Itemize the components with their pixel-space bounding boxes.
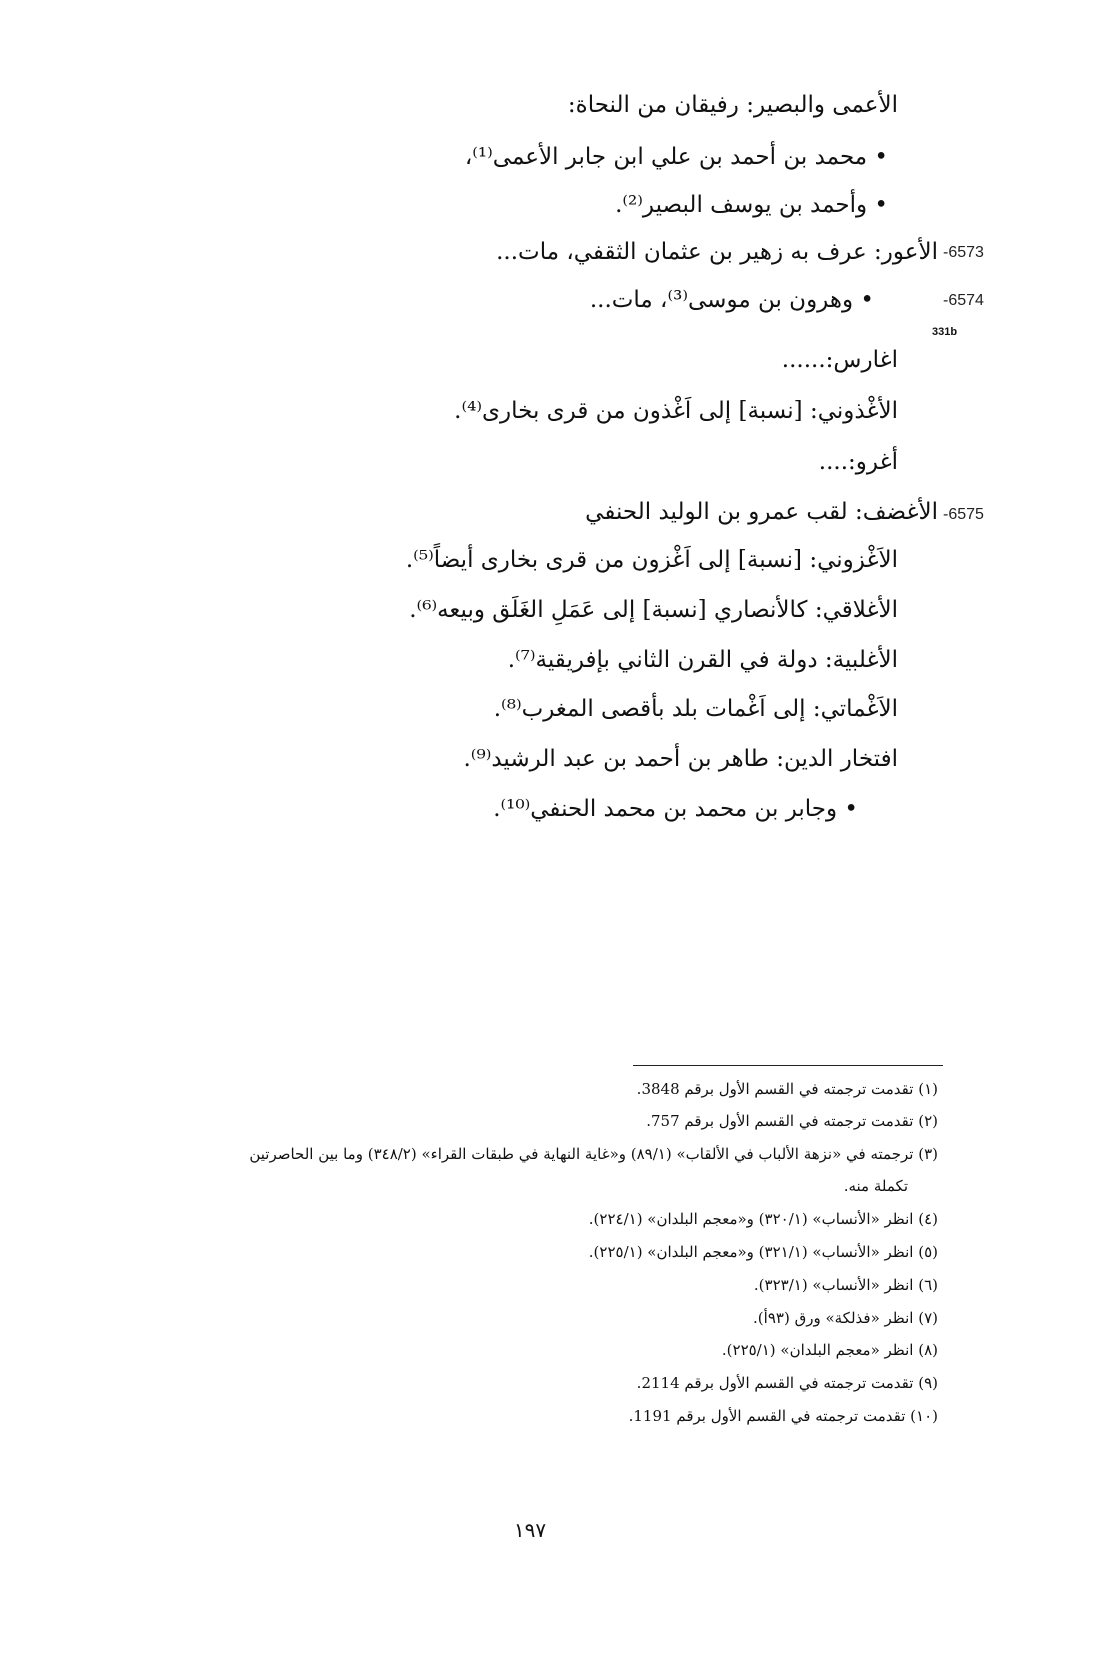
footnote: (٨) انظر «معجم البلدان» (٢٢٥/١). — [721, 1341, 938, 1359]
text-line: • محمد بن أحمد بن علي ابن جابر الأعمى⁽¹⁾، — [464, 144, 888, 170]
footnote: (٦) انظر «الأنساب» (٣٢٣/١). — [753, 1276, 938, 1294]
footnote: (١) تقدمت ترجمته في القسم الأول برقم 3848. — [636, 1080, 938, 1098]
text-line: الأغلبية: دولة في القرن الثاني بإفريقية⁽⁷⁾. — [507, 647, 898, 673]
footnote: (٣) ترجمته في «نزهة الألباب في الألقاب» (٨٩/١) و«غاية النهاية في طبقات القراء» (٣٤٨/٢) وما بين الحاصرتين — [249, 1145, 938, 1163]
text-line: افتخار الدين: طاهر بن أحمد بن عبد الرشيد⁽⁹⁾. — [463, 746, 898, 772]
text-line: • وجابر بن محمد بن محمد الحنفي⁽¹⁰⁾. — [493, 796, 858, 822]
footnote: (٧) انظر «فذلكة» ورق (٩٣أ). — [753, 1309, 938, 1327]
text-line: الأغضف: لقب عمرو بن الوليد الحنفي — [585, 499, 938, 525]
footnote-separator — [633, 1065, 943, 1066]
folio-margin-note: 331b — [932, 326, 958, 338]
footnote: تكملة منه. — [843, 1177, 908, 1195]
entry-number: -6575 — [943, 506, 984, 523]
footnote: (١٠) تقدمت ترجمته في القسم الأول برقم 1191. — [628, 1407, 938, 1425]
entry-number: -6573 — [943, 244, 984, 261]
footnote: (٥) انظر «الأنساب» (٣٢١/١) و«معجم البلدان» (٢٢٥/١). — [588, 1243, 938, 1261]
text-line: اغارس:...... — [781, 347, 898, 373]
footnote: (٤) انظر «الأنساب» (٣٢٠/١) و«معجم البلدان» (٢٢٤/١). — [588, 1210, 938, 1228]
text-line: أغرو:.... — [818, 449, 898, 475]
text-line: الاَغْماتي: إلى اَغْمات بلد بأقصى المغرب⁽⁸⁾. — [493, 696, 898, 722]
text-line: • وهرون بن موسى⁽³⁾، مات... — [589, 287, 874, 313]
text-line: الأعور: عرف به زهير بن عثمان الثقفي، مات... — [496, 239, 938, 265]
entry-number: -6574 — [943, 292, 984, 309]
text-line: الأعمى والبصير: رفيقان من النحاة: — [567, 92, 898, 118]
page-number: ١٩٧ — [513, 1518, 547, 1542]
text-line: الاَغْزوني: [نسبة] إلى اَغْزون من قرى بخارى أيضاً⁽⁵⁾. — [405, 547, 898, 573]
text-line: • وأحمد بن يوسف البصير⁽²⁾. — [615, 192, 888, 218]
footnote: (٩) تقدمت ترجمته في القسم الأول برقم 2114. — [636, 1374, 938, 1392]
text-line: الأغْذوني: [نسبة] إلى اَغْذون من قرى بخارى⁽⁴⁾. — [454, 398, 898, 424]
footnote: (٢) تقدمت ترجمته في القسم الأول برقم 757. — [646, 1112, 938, 1130]
text-line: الأغلاقي: كالأنصاري [نسبة] إلى عَمَلِ الغَلَق وبيعه⁽⁶⁾. — [409, 597, 898, 623]
